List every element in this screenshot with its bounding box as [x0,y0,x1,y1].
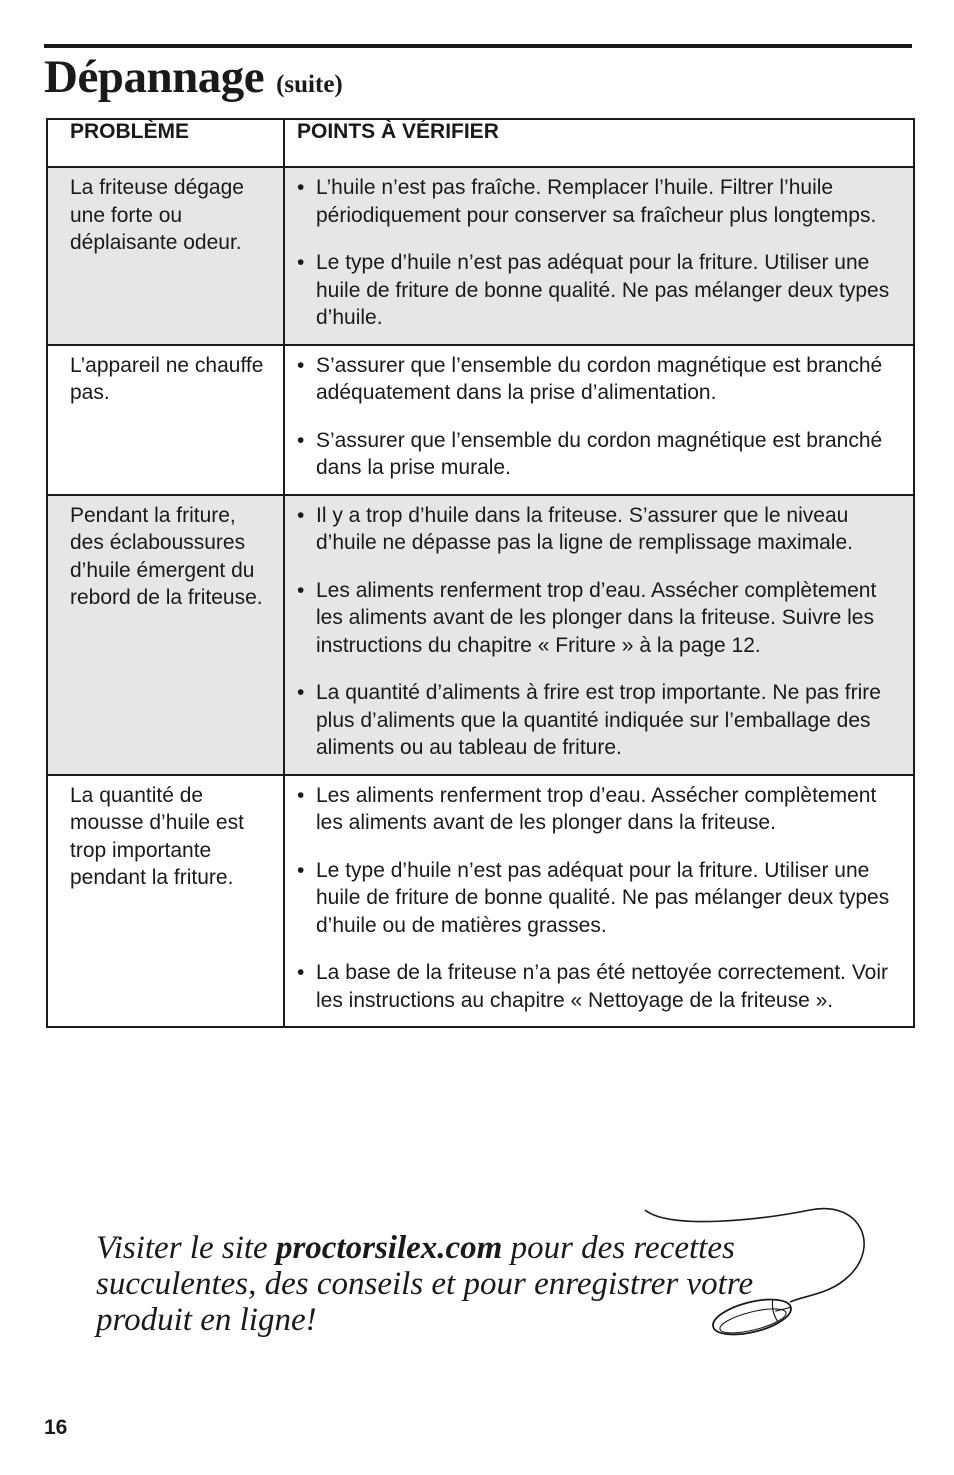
table-row [47,167,914,345]
table-header-row [47,119,914,167]
check-point [297,352,901,407]
points-cell [284,345,914,495]
problem-cell: L’appareil ne chauffe pas. [47,345,284,495]
check-point [297,679,901,762]
troubleshooting-table [46,118,915,1028]
bullet-icon: • [297,578,305,602]
bullet-icon: • [297,353,305,377]
bullet-icon: • [297,503,305,527]
table-row [47,775,914,1028]
check-point [297,959,901,1014]
website-link[interactable]: proctorsilex.com [275,1230,503,1266]
check-point [297,502,901,557]
check-point [297,174,901,229]
table-row [47,345,914,495]
points-cell [284,167,914,345]
check-point-text: La base de la friteuse n’a pas été nettoyée correctement. Voir les instructions au chapitre « Nettoyage de la friteuse ». [316,961,889,1012]
check-point-text: S’assurer que l’ensemble du cordon magnétique est branché adéquatement dans la prise d’alimentation. [316,353,883,404]
page-subtitle: (suite) [276,71,343,98]
problem-cell: La friteuse dégage une forte ou déplaisante odeur. [47,167,284,345]
check-point-text: S’assurer que l’ensemble du cordon magnétique est branché dans la prise murale. [316,428,883,479]
check-point-text: L’huile n’est pas fraîche. Remplacer l’huile. Filtrer l’huile périodiquement pour conserver sa fraîcheur plus longtemps. [316,176,877,227]
promo-suffix: pour des recettes succulentes, des conseils et pour enregistrer votre produit en ligne! [96,1230,754,1338]
check-point-text: Le type d’huile n’est pas adéquat pour la friture. Utiliser une huile de friture de bonne qualité. Ne pas mélanger deux types d’huile. [316,251,890,329]
page-number: 16 [44,1416,68,1439]
bullet-icon: • [297,858,305,882]
page-heading [44,50,343,104]
column-header-problem: PROBLÈME [47,119,284,167]
check-point [297,782,901,837]
bullet-icon: • [297,428,305,452]
check-point-text: Le type d’huile n’est pas adéquat pour la friture. Utiliser une huile de friture de bonne qualité. Ne pas mélanger deux types d’huile ou de matières grasses. [316,858,890,937]
column-header-points: POINTS À VÉRIFIER [284,119,914,167]
page-title: Dépannage [44,51,265,103]
points-cell [284,495,914,775]
bullet-icon: • [297,176,305,199]
check-point [297,427,901,482]
points-cell [284,775,914,1028]
check-point-text: Les aliments renferment trop d’eau. Assécher complètement les aliments avant de les plonger dans la friteuse. [316,783,877,834]
check-point-text: La quantité d’aliments à frire est trop importante. Ne pas frire plus d’aliments que la quantité indiquée sur l’emballage des aliments ou au tableau de friture. [316,681,881,759]
bullet-icon: • [297,783,305,807]
promo-prefix: Visiter le site [96,1230,276,1266]
bullet-icon: • [297,961,305,984]
bullet-icon: • [297,681,305,704]
bullet-icon: • [297,251,305,274]
check-point-text: Il y a trop d’huile dans la friteuse. S’assurer que le niveau d’huile ne dépasse pas la ligne de remplissage maximale. [316,503,853,554]
computer-mouse-icon [640,1190,880,1350]
check-point-text: Les aliments renferment trop d’eau. Assécher complètement les aliments avant de les plonger dans la friteuse. Suivre les instructions du chapitre « Friture » à la page 12. [316,578,877,657]
check-point [297,249,901,332]
check-point [297,857,901,940]
top-rule [44,44,912,48]
check-point [297,577,901,660]
problem-cell: Pendant la friture, des éclaboussures d’huile émergent du rebord de la friteuse. [47,495,284,775]
table-row [47,495,914,775]
problem-cell: La quantité de mousse d’huile est trop importante pendant la friture. [47,775,284,1028]
